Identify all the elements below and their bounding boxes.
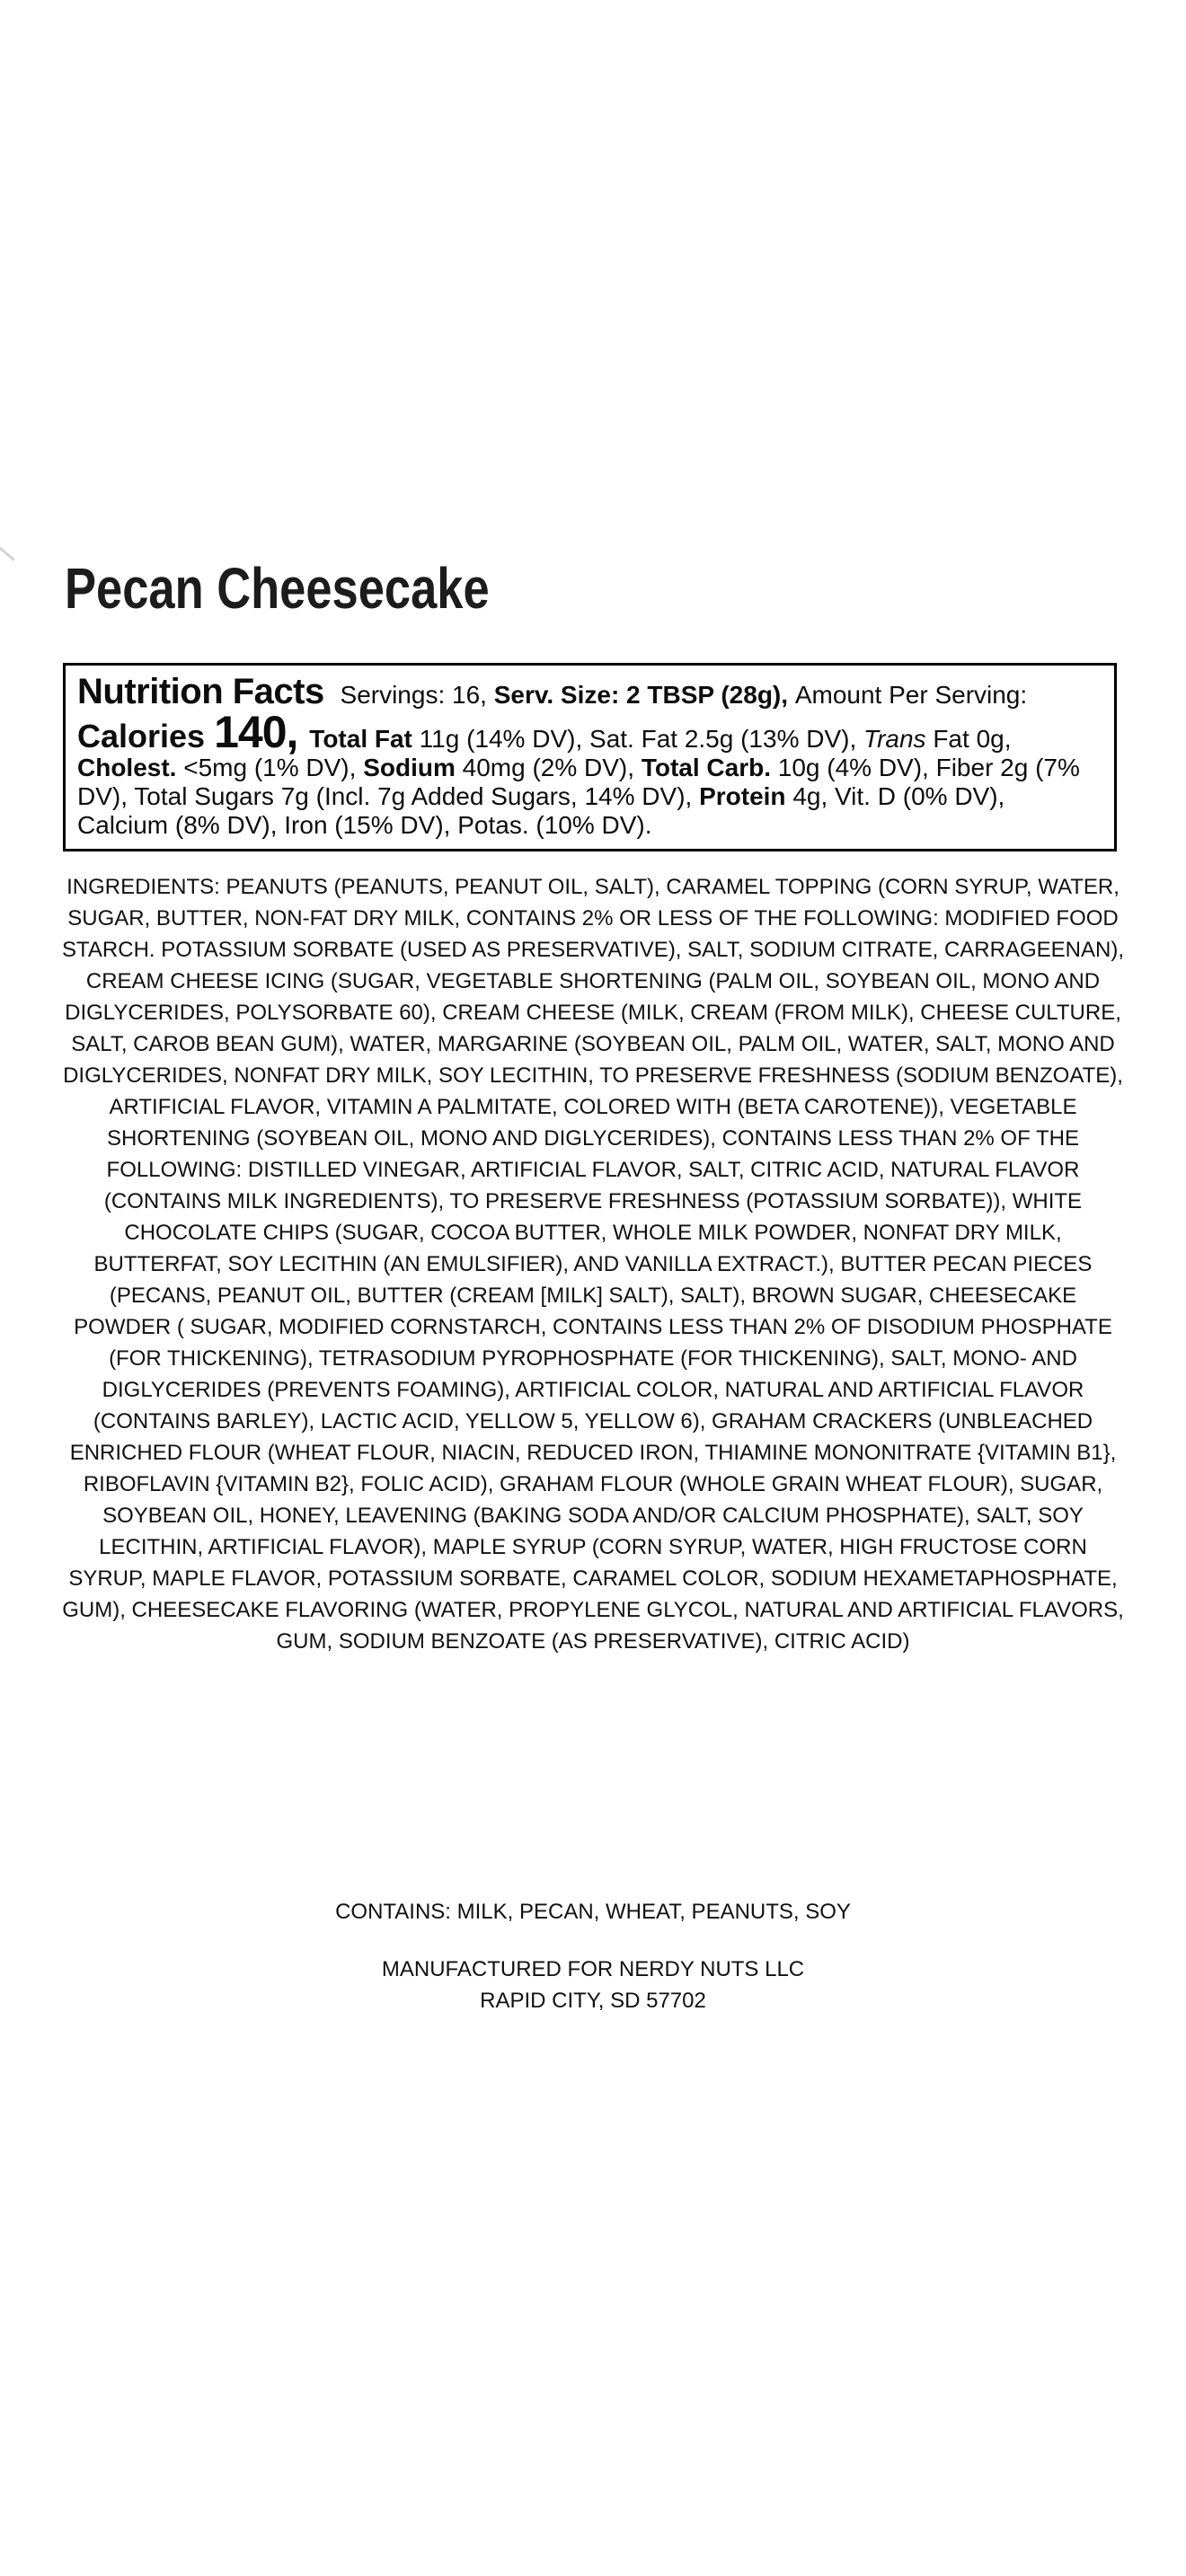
nutrition-facts-text — [77, 672, 1102, 840]
protein-detail: 4g, Vit. D (0% DV), Calcium (8% DV), Iron (15% DV), Potas. (10% DV). — [77, 782, 1005, 839]
calories-label: Calories — [77, 718, 215, 754]
edge-artifact-mark — [0, 543, 15, 560]
product-title: Pecan Cheesecake — [65, 556, 490, 621]
trans-fat-word: Trans — [863, 725, 926, 753]
total-carb-label: Total Carb. — [641, 754, 778, 781]
allergen-contains-text: CONTAINS: MILK, PECAN, WHEAT, PEANUTS, SOY — [335, 1900, 851, 1924]
calories-value: 140, — [214, 707, 310, 757]
cholesterol-label: Cholest. — [77, 754, 184, 781]
nutrition-facts-box — [63, 663, 1117, 851]
manufacturer-line1: MANUFACTURED FOR NERDY NUTS LLC — [381, 1957, 805, 1981]
servings-count: Servings: 16, — [340, 681, 494, 709]
amount-per-serving-label: Amount Per Serving: — [794, 681, 1028, 709]
sodium-label: Sodium — [363, 754, 463, 781]
total-fat-detail: 11g (14% DV), Sat. Fat 2.5g (13% DV), — [419, 725, 864, 753]
cholesterol-detail: <5mg (1% DV), — [183, 754, 364, 781]
total-carb-detail: 10g (4% DV), Fiber 2g (7% DV), Total Sugars 7g (Incl. 7g Added Sugars, 14% DV), — [77, 754, 1080, 810]
manufacturer-line2: RAPID CITY, SD 57702 — [480, 1989, 706, 2013]
protein-label: Protein — [699, 782, 793, 810]
total-fat-label: Total Fat — [309, 725, 420, 753]
serving-size: Serv. Size: 2 TBSP (28g), — [493, 681, 795, 709]
manufacturer-block — [58, 1954, 1128, 2016]
trans-fat-detail: Fat 0g, — [933, 725, 1012, 753]
ingredients-text: INGREDIENTS: PEANUTS (PEANUTS, PEANUT OIL, SALT), CARAMEL TOPPING (CORN SYRUP, WATER, SUGAR, BUTTER, NON-FAT DRY MILK, CONTAINS 2% OR LESS OF THE FOLLOWING: MODIFIED FOOD STARCH. POTASSIUM SORBATE (USED AS PRESERVATIVE), SALT, SODIUM CITRATE, CARRAGEENAN), CREAM CHEESE ICING (SUGAR, VEGETABLE SHORTENING (PALM OIL, SOYBEAN OIL, MONO AND DIGLYCERIDES, POLYSORBATE 60), CREAM CHEESE (MILK, CREAM (FROM MILK), CHEESE CULTURE, SALT, CAROB BEAN GUM), WATER, MARGARINE (SOYBEAN OIL, PALM OIL, WATER, SALT, MONO AND DIGLYCERIDES, NONFAT DRY MILK, SOY LECITHIN, TO PRESERVE FRESHNESS (SODIUM BENZOATE), ARTIFICIAL FLAVOR, VITAMIN A PALMITATE, COLORED WITH (BETA CAROTENE)), VEGETABLE SHORTENING (SOYBEAN OIL, MONO AND DIGLYCERIDES), CONTAINS LESS THAN 2% OF THE FOLLOWING: DISTILLED VINEGAR, ARTIFICIAL FLAVOR, SALT, CITRIC ACID, NATURAL FLAVOR (CONTAINS MILK INGREDIENTS), TO PRESERVE FRESHNESS (POTASSIUM SORBATE)), WHITE CHOCOLATE CHIPS (SUGAR, COCOA BUTTER, WHOLE MILK POWDER, NONFAT DRY MILK, BUTTERFAT, SOY LECITHIN (AN EMULSIFIER), AND VANILLA EXTRACT.), BUTTER PECAN PIECES (PECANS, PEANUT OIL, BUTTER (CREAM [MILK] SALT), SALT), BROWN SUGAR, CHEESECAKE POWDER ( SUGAR, MODIFIED CORNSTARCH, CONTAINS LESS THAN 2% OF DISODIUM PHOSPHATE (FOR THICKENING), TETRASODIUM PYROPHOSPHATE (FOR THICKENING), SALT, MONO- AND DIGLYCERIDES (PREVENTS FOAMING), ARTIFICIAL COLOR, NATURAL AND ARTIFICIAL FLAVOR (CONTAINS BARLEY), LACTIC ACID, YELLOW 5, YELLOW 6), GRAHAM CRACKERS (UNBLEACHED ENRICHED FLOUR (WHEAT FLOUR, NIACIN, REDUCED IRON, THIAMINE MONONITRATE {VITAMIN B1}, RIBOFLAVIN {VITAMIN B2}, FOLIC ACID), GRAHAM FLOUR (WHOLE GRAIN WHEAT FLOUR), SUGAR, SOYBEAN OIL, HONEY, LEAVENING (BAKING SODA AND/OR CALCIUM PHOSPHATE), SALT, SOY LECITHIN, ARTIFICIAL FLAVOR), MAPLE SYRUP (CORN SYRUP, WATER, HIGH FRUCTOSE CORN SYRUP, MAPLE FLAVOR, POTASSIUM SORBATE, CARAMEL COLOR, SODIUM HEXAMETAPHOSPHATE, GUM), CHEESECAKE FLAVORING (WATER, PROPYLENE GLYCOL, NATURAL AND ARTIFICIAL FLAVORS, GUM, SODIUM BENZOATE (AS PRESERVATIVE), CITRIC ACID) — [62, 875, 1124, 1654]
sodium-detail: 40mg (2% DV), — [462, 754, 642, 781]
nutrition-facts-heading: Nutrition Facts — [77, 672, 324, 711]
